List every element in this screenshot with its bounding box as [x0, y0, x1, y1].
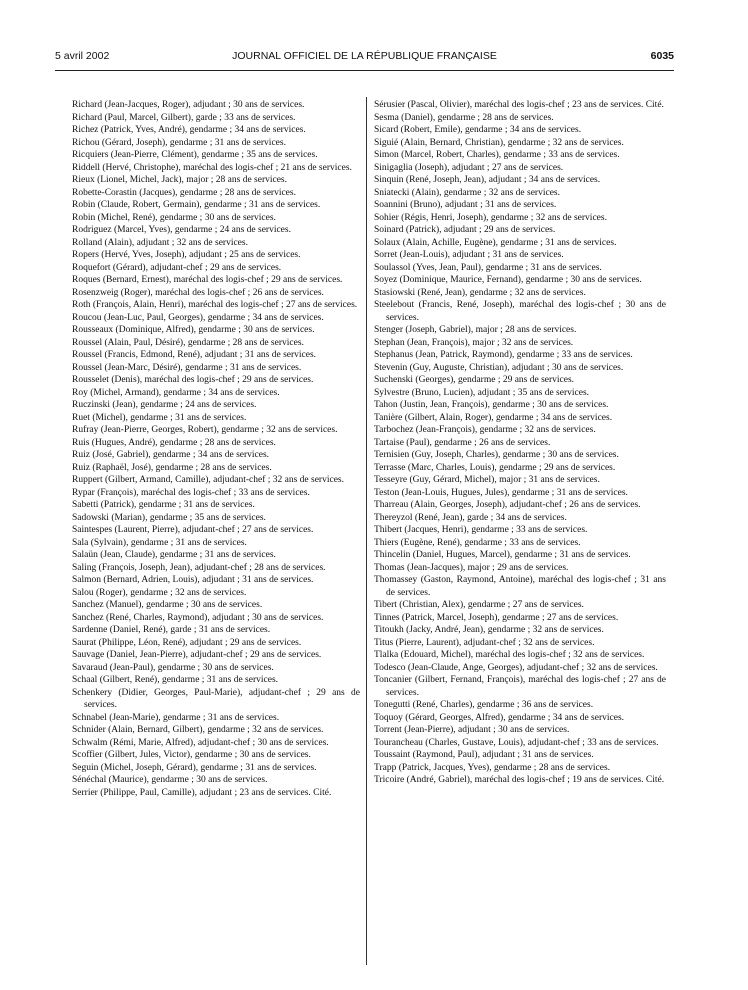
list-item: Sénéchal (Maurice), gendarme ; 30 ans de services. [72, 775, 268, 785]
list-item: Tourancheau (Charles, Gustave, Louis), adjudant-chef ; 33 ans de services. [374, 737, 659, 748]
list-item: Robette-Corastin (Jacques), gendarme ; 28 ans de services. [72, 187, 296, 198]
list-item: Thereyzol (René, Jean), garde ; 34 ans de services. [374, 512, 567, 523]
list-item: Sylvestre (Bruno, Lucien), adjudant ; 35 ans de services. [374, 387, 590, 398]
list-item: Sinigaglia (Joseph), adjudant ; 27 ans de services. [374, 162, 564, 173]
list-item: Robin (Michel, René), gendarme ; 30 ans de services. [72, 212, 276, 223]
list-item: Rosenzweig (Roger), maréchal des logis-chef ; 26 ans de services. [72, 287, 324, 298]
header-date: 5 avril 2002 [55, 50, 110, 62]
list-item: Savaraud (Jean-Paul), gendarme ; 30 ans de services. [72, 662, 274, 673]
list-item: Tarbochez (Jean-François), gendarme ; 32 ans de services. [374, 425, 596, 435]
list-item: Rolland (Alain), adjudant ; 32 ans de services. [72, 237, 248, 248]
list-item: Suchenski (Georges), gendarme ; 29 ans de services. [374, 375, 575, 385]
list-item: Trapp (Patrick, Jacques, Yves), gendarme ; 28 ans de services. [374, 762, 611, 773]
list-item: Sanchez (René, Charles, Raymond), adjudant ; 30 ans de services. [72, 612, 324, 623]
left-column [72, 99, 360, 799]
list-item: Rousselet (Denis), maréchal des logis-chef ; 29 ans de services. [72, 375, 314, 385]
list-item: Sabetti (Patrick), gendarme ; 31 ans de services. [72, 500, 255, 510]
list-item: Roussel (Francis, Edmond, René), adjudant ; 31 ans de services. [72, 350, 317, 360]
list-item: Roussel (Alain, Paul, Désiré), gendarme ; 28 ans de services. [72, 337, 304, 348]
list-item: Sala (Sylvain), gendarme ; 31 ans de services. [72, 537, 247, 548]
list-item: Roussel (Jean-Marc, Désiré), gendarme ; 31 ans de services. [72, 362, 302, 373]
list-item: Rypar (François), maréchal des logis-chef ; 33 ans de services. [72, 487, 310, 498]
list-item: Schnider (Alain, Bernard, Gilbert), gendarme ; 32 ans de services. [72, 725, 324, 735]
list-item: Sniatecki (Alain), gendarme ; 32 ans de services. [374, 187, 560, 198]
list-item: Thomassey (Gaston, Raymond, Antoine), maréchal des logis-chef ; 31 ans de services. [374, 575, 666, 598]
list-item: Sinquin (René, Joseph, Jean), adjudant ; 34 ans de services. [374, 175, 601, 185]
list-item: Schenkery (Didier, Georges, Paul-Marie), adjudant-chef ; 29 ans de services. [72, 687, 360, 710]
list-item: Sorret (Jean-Louis), adjudant ; 31 ans de services. [374, 250, 564, 260]
list-item: Schnabel (Jean-Marie), gendarme ; 31 ans de services. [72, 712, 280, 723]
list-item: Toncanier (Gilbert, Fernand, François), maréchal des logis-chef ; 27 ans de services. [374, 675, 666, 698]
list-item: Roques (Bernard, Ernest), maréchal des logis-chef ; 29 ans de services. [72, 275, 343, 285]
page-number: 6035 [650, 50, 674, 62]
list-item: Tlalka (Edouard, Michel), maréchal des logis-chef ; 32 ans de services. [374, 650, 645, 660]
list-item: Simon (Marcel, Robert, Charles), gendarme ; 33 ans de services. [374, 150, 620, 160]
list-item: Tahon (Justin, Jean, François), gendarme ; 30 ans de services. [374, 400, 609, 410]
list-item: Richez (Patrick, Yves, André), gendarme ; 34 ans de services. [72, 125, 306, 135]
list-item: Tricoire (André, Gabriel), maréchal des logis-chef ; 19 ans de services. Cité. [374, 775, 665, 785]
header-title: JOURNAL OFFICIEL DE LA RÉPUBLIQUE FRANÇAISE [232, 50, 497, 62]
list-item: Torrent (Jean-Pierre), adjudant ; 30 ans de services. [374, 725, 570, 735]
list-item: Soinard (Patrick), adjudant ; 29 ans de services. [374, 225, 556, 235]
list-item: Steelebout (Francis, René, Joseph), maréchal des logis-chef ; 30 ans de services. [374, 300, 666, 323]
list-item: Stephan (Jean, François), major ; 32 ans de services. [374, 337, 574, 348]
list-item: Ruppert (Gilbert, Armand, Camille), adjudant-chef ; 32 ans de services. [72, 475, 344, 485]
list-item: Tonegutti (René, Charles), gendarme ; 36 ans de services. [374, 700, 594, 710]
list-item: Soulassol (Yves, Jean, Paul), gendarme ; 31 ans de services. [374, 262, 602, 273]
list-item: Ruczinski (Jean), gendarme ; 24 ans de services. [72, 400, 257, 410]
list-item: Seguin (Michel, Joseph, Gérard), gendarme ; 31 ans de services. [72, 762, 317, 773]
list-item: Rufray (Jean-Pierre, Georges, Robert), gendarme ; 32 ans de services. [72, 425, 338, 435]
list-item: Solaux (Alain, Achille, Eugène), gendarme ; 31 ans de services. [374, 237, 617, 248]
list-item: Ternisien (Guy, Joseph, Charles), gendarme ; 30 ans de services. [374, 450, 619, 460]
header-rule [55, 70, 674, 71]
list-item: Richou (Gérard, Joseph), gendarme ; 31 ans de services. [72, 137, 286, 148]
list-item: Terrasse (Marc, Charles, Louis), gendarme ; 29 ans de services. [374, 462, 616, 473]
list-item: Salaün (Jean, Claude), gendarme ; 31 ans de services. [72, 550, 276, 560]
list-item: Ricquiers (Jean-Pierre, Clément), gendarme ; 35 ans de services. [72, 150, 318, 160]
list-item: Serrier (Philippe, Paul, Camille), adjudant ; 23 ans de services. Cité. [72, 787, 332, 798]
list-item: Ruiz (Raphaël, José), gendarme ; 28 ans de services. [72, 462, 272, 473]
column-separator [366, 97, 367, 965]
list-item: Schaal (Gilbert, René), gendarme ; 31 ans de services. [72, 675, 279, 685]
right-column [374, 99, 666, 787]
list-item: Roth (François, Alain, Henri), maréchal des logis-chef ; 27 ans de services. [72, 300, 358, 310]
list-item: Rieux (Lionel, Michel, Jack), major ; 28 ans de services. [72, 175, 288, 185]
list-item: Saurat (Philippe, Léon, René), adjudant ; 29 ans de services. [72, 637, 302, 648]
list-item: Stephanus (Jean, Patrick, Raymond), gendarme ; 33 ans de services. [374, 350, 633, 360]
list-item: Thomas (Jean-Jacques), major ; 29 ans de services. [374, 562, 569, 573]
list-item: Sérusier (Pascal, Olivier), maréchal des logis-chef ; 23 ans de services. Cité. [374, 100, 664, 110]
list-item: Stasiowski (René, Jean), gendarme ; 32 ans de services. [374, 287, 586, 298]
list-item: Schwalm (Rémi, Marie, Alfred), adjudant-chef ; 30 ans de services. [72, 737, 329, 748]
list-item: Thincelin (Daniel, Hugues, Marcel), gendarme ; 31 ans de services. [374, 550, 631, 560]
list-item: Sauvage (Daniel, Jean-Pierre), adjudant-chef ; 29 ans de services. [72, 650, 322, 660]
list-item: Ropers (Hervé, Yves, Joseph), adjudant ; 25 ans de services. [72, 250, 301, 260]
list-item: Todesco (Jean-Claude, Ange, Georges), adjudant-chef ; 32 ans de services. [374, 662, 658, 673]
list-item: Thiers (Eugène, René), gendarme ; 33 ans de services. [374, 537, 581, 548]
list-item: Sesma (Daniel), gendarme ; 28 ans de services. [374, 112, 554, 123]
list-item: Tharreau (Alain, Georges, Joseph), adjudant-chef ; 26 ans de services. [374, 500, 641, 510]
list-item: Thibert (Jacques, Henri), gendarme ; 33 ans de services. [374, 525, 588, 535]
list-item: Soannini (Bruno), adjudant ; 31 ans de services. [374, 200, 557, 210]
list-item: Ruet (Michel), gendarme ; 31 ans de services. [72, 412, 247, 423]
list-item: Soyez (Dominique, Maurice, Fernand), gendarme ; 30 ans de services. [374, 275, 642, 285]
list-item: Ruis (Hugues, André), gendarme ; 28 ans de services. [72, 437, 276, 448]
list-item: Salou (Roger), gendarme ; 32 ans de services. [72, 587, 247, 598]
list-item: Tibert (Christian, Alex), gendarme ; 27 ans de services. [374, 600, 584, 610]
list-item: Ruiz (José, Gabriel), gendarme ; 34 ans de services. [72, 450, 270, 460]
list-item: Titoukh (Jacky, André, Jean), gendarme ; 32 ans de services. [374, 625, 604, 635]
list-item: Toquoy (Gérard, Georges, Alfred), gendarme ; 34 ans de services. [374, 712, 625, 723]
list-item: Sardenne (Daniel, René), garde ; 31 ans de services. [72, 625, 271, 635]
list-item: Rodriguez (Marcel, Yves), gendarme ; 24 ans de services. [72, 225, 291, 235]
list-item: Toussaint (Raymond, Paul), adjudant ; 31 ans de services. [374, 750, 594, 760]
list-item: Roquefort (Gérard), adjudant-chef ; 29 ans de services. [72, 262, 282, 273]
list-item: Sadowski (Marian), gendarme ; 35 ans de services. [72, 512, 266, 523]
page-header [55, 50, 674, 66]
list-item: Titus (Pierre, Laurent), adjudant-chef ; 32 ans de services. [374, 637, 595, 648]
list-item: Salmon (Bernard, Adrien, Louis), adjudant ; 31 ans de services. [72, 575, 314, 585]
list-item: Roucou (Jean-Luc, Paul, Georges), gendarme ; 34 ans de services. [72, 312, 324, 323]
list-item: Stenger (Joseph, Gabriel), major ; 28 ans de services. [374, 325, 577, 335]
list-item: Stevenin (Guy, Auguste, Christian), adjudant ; 30 ans de services. [374, 362, 624, 373]
list-item: Sicard (Robert, Emile), gendarme ; 34 ans de services. [374, 125, 582, 135]
list-item: Richard (Jean-Jacques, Roger), adjudant ; 30 ans de services. [72, 100, 305, 110]
list-item: Teston (Jean-Louis, Hugues, Jules), gendarme ; 31 ans de services. [374, 487, 628, 498]
list-item: Tartaise (Paul), gendarme ; 26 ans de services. [374, 437, 551, 448]
list-item: Riddell (Hervé, Christophe), maréchal des logis-chef ; 21 ans de services. [72, 162, 352, 173]
list-item: Rousseaux (Dominique, Alfred), gendarme ; 30 ans de services. [72, 325, 315, 335]
list-item: Saling (François, Joseph, Jean), adjudant-chef ; 28 ans de services. [72, 562, 326, 573]
list-item: Sohier (Régis, Henri, Joseph), gendarme ; 32 ans de services. [374, 212, 607, 223]
list-item: Robin (Claude, Robert, Germain), gendarme ; 31 ans de services. [72, 200, 321, 210]
list-item: Roy (Michel, Armand), gendarme ; 34 ans de services. [72, 387, 280, 398]
list-item: Tinnes (Patrick, Marcel, Joseph), gendarme ; 27 ans de services. [374, 612, 619, 623]
list-item: Tesseyre (Guy, Gérard, Michel), major ; 31 ans de services. [374, 475, 600, 485]
list-item: Siguié (Alain, Bernard, Christian), gendarme ; 32 ans de services. [374, 137, 624, 148]
list-item: Tanière (Gilbert, Alain, Roger), gendarme ; 34 ans de services. [374, 412, 613, 423]
list-item: Richard (Paul, Marcel, Gilbert), garde ; 33 ans de services. [72, 112, 296, 123]
list-item: Sanchez (Manuel), gendarme ; 30 ans de services. [72, 600, 263, 610]
list-item: Saintespes (Laurent, Pierre), adjudant-chef ; 27 ans de services. [72, 525, 314, 535]
list-item: Scoffier (Gilbert, Jules, Victor), gendarme ; 30 ans de services. [72, 750, 311, 760]
